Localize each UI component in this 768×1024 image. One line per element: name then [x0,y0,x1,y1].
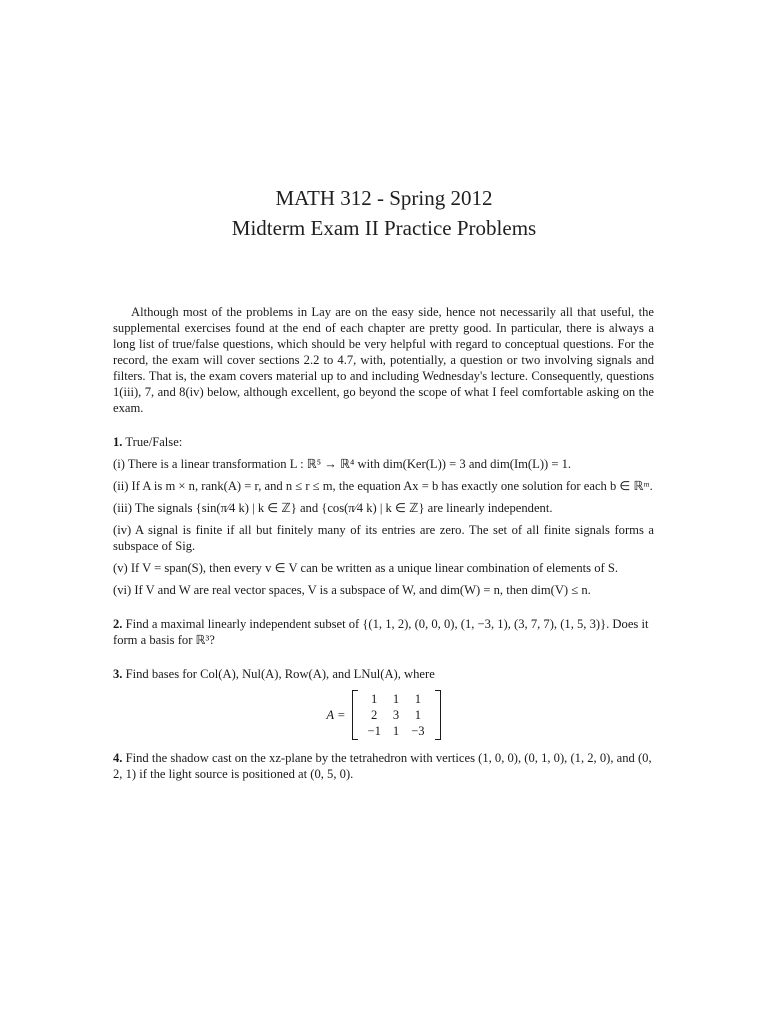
matrix-row [362,691,431,707]
problem-1-item-ii: (ii) If A is m × n, rank(A) = r, and n ≤ r ≤ m, the equation Ax = b has exactly one solution for each b ∈ ℝᵐ. [113,479,653,493]
problem-2-number: 2. [113,617,123,631]
problem-1-number: 1. [113,435,123,449]
problem-4-text: Find the shadow cast on the xz-plane by the tetrahedron with vertices (1, 0, 0), (0, 1, 0), (1, 2, 0), and (0, 2, 1) if the light source is positioned at (0, 5, 0). [113,751,652,781]
intro-paragraph: Although most of the problems in Lay are on the easy side, hence not necessarily all that useful, the supplemental exercises found at the end of each chapter are pretty good. In particular, there is always a long list of true/false questions, which should be very helpful with regard to conceptual questions. For the record, the exam will cover sections 2.2 to 4.7, with, potentially, a question or two involving signals and filters. That is, the exam covers material up to and including Wednesday's lecture. Consequently, questions 1(iii), 7, and 8(iv) below, although excellent, go beyond the scope of what I feel comfortable asking on the exam. [113,305,654,415]
problem-1-item-iii: (iii) The signals {sin(π⁄4 k) | k ∈ ℤ} and {cos(π⁄4 k) | k ∈ ℤ} are linearly independent. [113,501,553,515]
matrix-entries [362,691,431,739]
problem-1-item-vi: (vi) If V and W are real vector spaces, V is a subspace of W, and dim(W) = n, then dim(V) ≤ n. [113,583,591,597]
matrix-cell: 2 [371,708,378,722]
problem-1-heading: True/False: [125,435,183,449]
matrix-cell: 1 [392,724,400,738]
problem-4-number: 4. [113,751,123,765]
matrix-cell: 1 [414,692,422,706]
left-bracket [352,690,358,740]
matrix-cell: −3 [411,724,425,738]
document-title [0,183,768,243]
title-course: MATH 312 - Spring 2012 [275,186,493,210]
matrix-label: A = [326,708,346,722]
title-subtitle: Midterm Exam II Practice Problems [231,216,537,240]
problem-2-text: Find a maximal linearly independent subset of {(1, 1, 2), (0, 0, 0), (1, −3, 1), (3, 7, 7), (1, 5, 3)}. Does it form a basis for ℝ³? [113,617,649,647]
matrix-a [113,690,654,740]
document-body [113,304,654,782]
problem-3-number: 3. [113,667,123,681]
matrix-row [362,707,431,723]
problem-3-text: Find bases for Col(A), Nul(A), Row(A), and LNul(A), where [125,667,435,681]
problem-2 [113,616,654,648]
matrix-cell: 1 [414,708,422,722]
matrix-row [362,723,431,739]
problem-1 [113,434,654,598]
matrix-cell: 1 [392,692,400,706]
problem-1-item-i: (i) There is a linear transformation L : ℝ⁵ → ℝ⁴ with dim(Ker(L)) = 3 and dim(Im(L)) = 1. [113,457,572,471]
matrix-cell: 1 [371,692,378,706]
problem-4 [113,750,654,782]
problem-1-item-iv: (iv) A signal is finite if all but finitely many of its entries are zero. The set of all finite signals forms a subspace of Sig. [113,523,654,553]
matrix-cell: −1 [367,724,381,738]
matrix-cell: 3 [392,708,400,722]
problem-3 [113,666,654,740]
problem-1-item-v: (v) If V = span(S), then every v ∈ V can be written as a unique linear combination of elements of S. [113,561,619,575]
right-bracket [435,690,441,740]
